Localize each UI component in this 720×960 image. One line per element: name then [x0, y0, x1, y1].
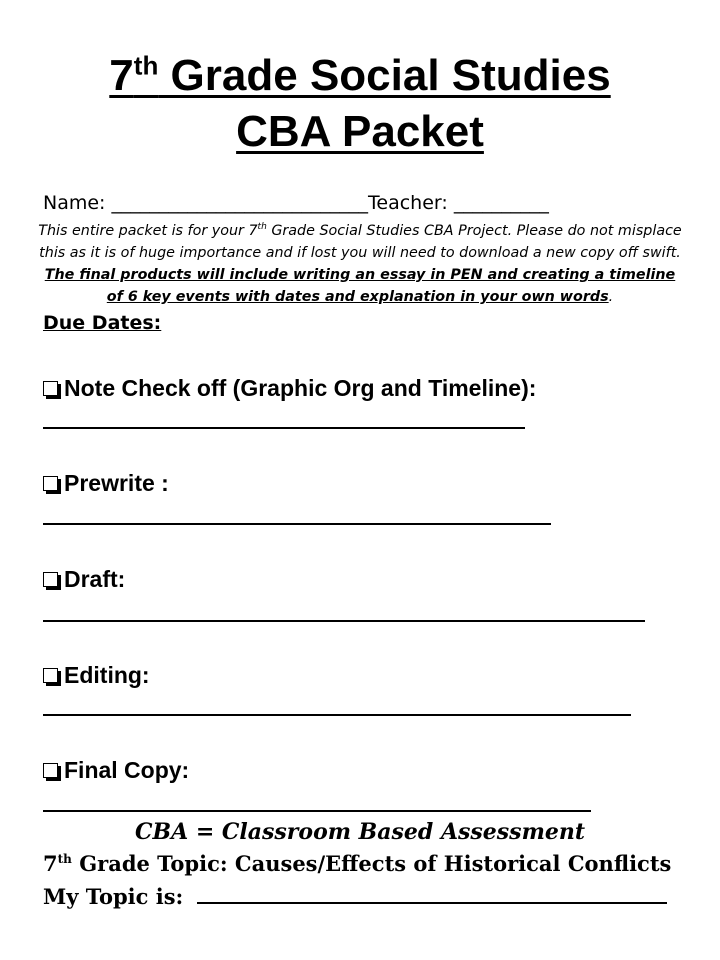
due-item-label: Final Copy: — [64, 757, 190, 783]
title-grade-suffix: th — [133, 50, 159, 81]
teacher-label: Teacher: — [368, 192, 454, 214]
title-packet: CBA Packet — [236, 107, 484, 156]
checkbox-icon[interactable] — [43, 668, 58, 683]
due-item-prewrite — [43, 468, 169, 498]
cba-definition: CBA = Classroom Based Assessment — [134, 819, 585, 845]
intro-sup: th — [257, 222, 267, 233]
intro-paragraph — [36, 220, 684, 308]
page-title-line-2 — [0, 106, 720, 158]
name-label: Name: — [43, 192, 112, 214]
due-item-editing — [43, 660, 150, 690]
due-item-label: Prewrite : — [64, 470, 169, 496]
name-field[interactable]: ___________________________ — [111, 192, 368, 214]
my-topic-row — [43, 884, 667, 909]
prewrite-date-field[interactable] — [43, 523, 551, 525]
title-grade-number: 7 — [109, 51, 134, 100]
topic-grade-suffix: th — [57, 852, 72, 866]
intro-text-2: Grade Social Studies CBA Project. Please do not misplace this as it is of huge importance and if lost you will need to download a new copy off swift. — [39, 223, 682, 261]
topic-text: Grade Topic: Causes/Effects of Historical Conflicts — [71, 851, 672, 876]
my-topic-field[interactable] — [197, 884, 667, 904]
checkbox-icon[interactable] — [43, 381, 58, 396]
final-copy-date-field[interactable] — [43, 810, 591, 812]
due-item-label: Draft: — [64, 566, 126, 592]
draft-date-field[interactable] — [43, 620, 645, 622]
due-item-final-copy — [43, 755, 189, 785]
intro-text-1: This entire packet is for your 7 — [38, 223, 258, 239]
due-item-draft — [43, 564, 125, 594]
due-item-label: Note Check off (Graphic Org and Timeline): — [64, 375, 537, 401]
editing-date-field[interactable] — [43, 714, 631, 716]
checkbox-icon[interactable] — [43, 572, 58, 587]
intro-end: . — [608, 289, 614, 305]
checkbox-icon[interactable] — [43, 476, 58, 491]
teacher-field[interactable]: __________ — [453, 192, 549, 214]
name-teacher-row — [43, 192, 549, 214]
title-subject: Grade Social Studies — [158, 51, 611, 100]
note-check-date-field[interactable] — [43, 427, 525, 429]
grade-topic — [43, 851, 671, 876]
topic-grade-number: 7 — [43, 851, 58, 876]
page-title-line-1 — [0, 50, 720, 102]
my-topic-label: My Topic is: — [43, 884, 191, 909]
checkbox-icon[interactable] — [43, 763, 58, 778]
intro-final-products: The final products will include writing an essay in PEN and creating a timeline of 6 key events with dates and explanation in your own words — [44, 267, 676, 305]
due-item-label: Editing: — [64, 662, 150, 688]
due-item-note-check — [43, 373, 536, 403]
due-dates-heading: Due Dates: — [43, 312, 162, 334]
